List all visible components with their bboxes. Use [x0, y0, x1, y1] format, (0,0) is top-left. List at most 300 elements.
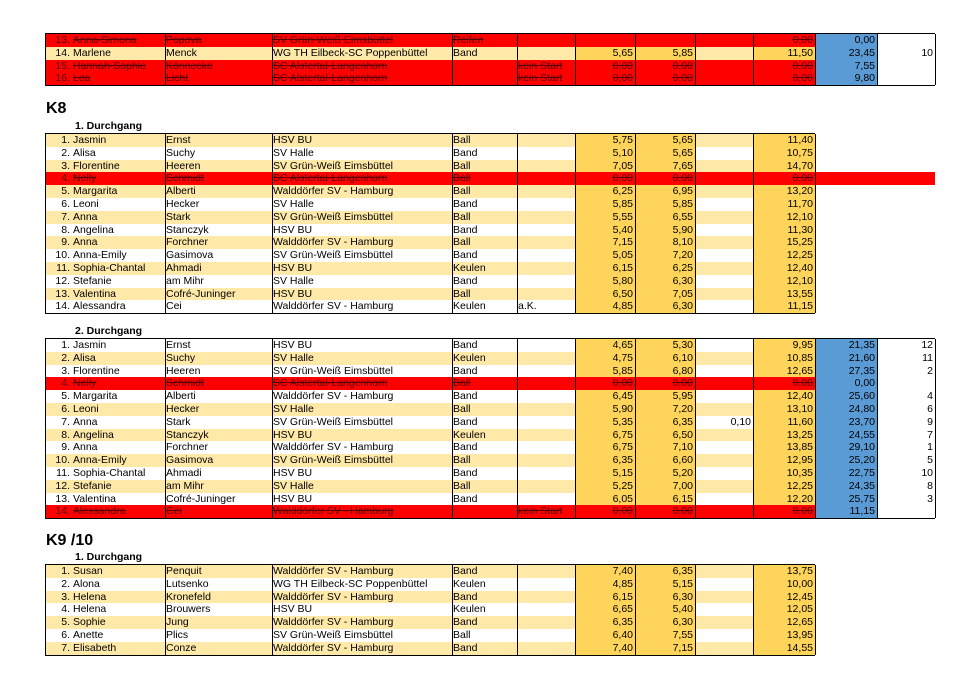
total-score: 21,35: [816, 339, 878, 352]
pass-score: 12,45: [754, 591, 816, 604]
rank-number: 2.: [61, 577, 70, 590]
penalty: [696, 565, 754, 578]
rank-number: 11.: [56, 261, 70, 274]
note: [518, 211, 576, 224]
rank-number: 7.: [61, 210, 70, 223]
execution-score: 6,80: [636, 365, 696, 378]
pass-score: 12,20: [754, 493, 816, 506]
apparatus: Keulen: [453, 352, 518, 365]
total-score: 25,75: [816, 493, 878, 506]
difficulty-score: 5,25: [576, 480, 636, 493]
table-row: [45, 198, 815, 211]
table-row: [45, 72, 936, 85]
apparatus: Band: [453, 275, 518, 288]
pass-score: 11,30: [754, 224, 816, 237]
rank-number: 4.: [61, 603, 70, 616]
club-name: SV Grün-Weiß Eimsbüttel: [273, 160, 453, 173]
club-name: Walddörfer SV - Hamburg: [273, 236, 453, 249]
athlete-first-name: Anna: [73, 441, 98, 454]
athlete-last-name: Licht: [166, 72, 273, 85]
pass-score: 13,85: [754, 441, 816, 454]
results-table-k9-pass1: [45, 564, 815, 656]
note: [518, 454, 576, 467]
athlete-first-name: Nelly: [73, 377, 97, 390]
apparatus: [453, 60, 518, 73]
rank-number: 9.: [61, 236, 70, 249]
athlete-first-name-cell: [46, 198, 166, 211]
club-name: HSV BU: [273, 429, 453, 442]
apparatus: Keulen: [453, 262, 518, 275]
rank-number: 13.: [55, 34, 70, 46]
penalty: [696, 198, 754, 211]
club-name: Walddörfer SV - Hamburg: [273, 565, 453, 578]
apparatus: Band: [453, 339, 518, 352]
club-name: SV Halle: [273, 403, 453, 416]
pass1-title-k8: 1. Durchgang: [75, 120, 143, 132]
athlete-last-name: Cei: [166, 300, 273, 313]
execution-score: 7,20: [636, 403, 696, 416]
apparatus: Ball: [453, 454, 518, 467]
athlete-first-name: Jasmin: [73, 339, 107, 351]
pass-score: 12,05: [754, 603, 816, 616]
athlete-first-name: Marlene: [73, 46, 111, 59]
difficulty-score: 4,85: [576, 300, 636, 313]
penalty: [696, 224, 754, 237]
athlete-first-name: Angelina: [73, 223, 114, 236]
difficulty-score: 7,40: [576, 642, 636, 655]
final-rank: [878, 34, 936, 47]
rank-number: 7.: [61, 641, 70, 654]
club-name: SC Alstertal-Langenhorn: [273, 60, 453, 73]
club-name: WG TH Eilbeck-SC Poppenbüttel: [273, 578, 453, 591]
apparatus: Band: [453, 47, 518, 60]
table-row: [45, 262, 815, 275]
table-row: [45, 377, 936, 390]
table-row: [45, 288, 815, 301]
apparatus: [453, 72, 518, 85]
note: [518, 198, 576, 211]
pass-score: 12,95: [754, 454, 816, 467]
note: [518, 224, 576, 237]
penalty: [696, 72, 754, 85]
club-name: HSV BU: [273, 262, 453, 275]
athlete-first-name-cell: [46, 591, 166, 604]
execution-score: 7,55: [636, 629, 696, 642]
athlete-first-name-cell: [46, 147, 166, 160]
apparatus: Band: [453, 198, 518, 211]
rank-number: 14.: [55, 300, 70, 313]
athlete-first-name-cell: [46, 603, 166, 616]
note: [518, 249, 576, 262]
note: [518, 352, 576, 365]
club-name: Walddörfer SV - Hamburg: [273, 616, 453, 629]
table-row: [45, 603, 815, 616]
club-name: HSV BU: [273, 603, 453, 616]
note: [518, 134, 576, 147]
athlete-first-name-cell: [46, 441, 166, 454]
note: [518, 603, 576, 616]
table-row: [45, 493, 935, 506]
pass-score: 12,40: [754, 262, 816, 275]
note: [518, 591, 576, 604]
apparatus: Ball: [453, 288, 518, 301]
rank-number: 14.: [55, 46, 70, 59]
athlete-first-name: Valentina: [73, 492, 117, 505]
note: [518, 339, 576, 352]
rank-number: 1.: [61, 339, 70, 351]
pass-score: 0,00: [754, 377, 816, 390]
apparatus: Band: [453, 467, 518, 480]
athlete-last-name: Stanczyk: [166, 224, 273, 237]
total-score: 7,55: [816, 60, 878, 73]
club-name: SV Grün-Weiß Eimsbüttel: [273, 629, 453, 642]
athlete-first-name: Leoni: [73, 402, 99, 415]
pass-score: 13,10: [754, 403, 816, 416]
execution-score: 6,15: [636, 493, 696, 506]
difficulty-score: 0,00: [576, 505, 636, 518]
rank-number: 6.: [61, 402, 70, 415]
execution-score: 5,65: [636, 147, 696, 160]
apparatus: Band: [453, 616, 518, 629]
rank-number: 13.: [55, 287, 70, 300]
apparatus: Band: [453, 441, 518, 454]
club-name: Walddörfer SV - Hamburg: [273, 505, 453, 518]
rank-number: 8.: [61, 223, 70, 236]
athlete-first-name: Helena: [73, 590, 107, 603]
execution-score: 0,00: [636, 72, 696, 85]
note: [518, 34, 576, 47]
execution-score: 0,00: [636, 377, 696, 390]
note: a.K.: [518, 300, 576, 313]
penalty: [696, 185, 754, 198]
athlete-first-name: Alisa: [73, 351, 96, 364]
penalty: [696, 642, 754, 655]
athlete-last-name: Forchner: [166, 441, 273, 454]
athlete-first-name-cell: [46, 249, 166, 262]
club-name: Walddörfer SV - Hamburg: [273, 390, 453, 403]
athlete-first-name: Stefanie: [73, 479, 112, 492]
athlete-last-name: Cei: [166, 505, 273, 518]
penalty: [696, 134, 754, 147]
rank-number: 3.: [61, 159, 70, 172]
execution-score: 6,95: [636, 185, 696, 198]
athlete-last-name: Forchner: [166, 236, 273, 249]
table-row: [45, 578, 815, 591]
difficulty-score: 5,65: [576, 47, 636, 60]
athlete-last-name: Ahmadi: [166, 262, 273, 275]
execution-score: 5,20: [636, 467, 696, 480]
athlete-first-name: Sophie: [73, 616, 106, 629]
pass-score: 0,00: [754, 34, 816, 47]
final-rank: 3: [878, 493, 936, 506]
rank-number: 5.: [61, 185, 70, 198]
penalty: [696, 300, 754, 313]
athlete-last-name: Ernst: [166, 134, 273, 147]
athlete-first-name-cell: [46, 339, 166, 352]
final-rank: [878, 505, 936, 518]
table-row: [45, 454, 935, 467]
penalty: [696, 578, 754, 591]
athlete-first-name-cell: [46, 72, 166, 85]
athlete-first-name: Anna: [73, 210, 98, 223]
athlete-last-name: Lutsenko: [166, 578, 273, 591]
final-rank: 9: [878, 416, 936, 429]
athlete-first-name-cell: [46, 224, 166, 237]
table-row: [45, 147, 815, 160]
club-name: WG TH Eilbeck-SC Poppenbüttel: [273, 47, 453, 60]
athlete-last-name: Stark: [166, 211, 273, 224]
pass-score: 14,70: [754, 160, 816, 173]
athlete-first-name-cell: [46, 467, 166, 480]
rank-number: 11.: [56, 466, 70, 479]
total-score: 25,20: [816, 454, 878, 467]
table-row: [45, 134, 815, 147]
athlete-last-name: Penquit: [166, 565, 273, 578]
execution-score: [636, 34, 696, 47]
difficulty-score: 5,15: [576, 467, 636, 480]
athlete-first-name-cell: [46, 288, 166, 301]
penalty: [696, 60, 754, 73]
difficulty-score: 5,05: [576, 249, 636, 262]
final-rank: 5: [878, 454, 936, 467]
pass-score: 12,25: [754, 480, 816, 493]
note: [518, 493, 576, 506]
athlete-first-name: Hannah-Sophie: [73, 59, 146, 72]
table-row: [45, 441, 935, 454]
athlete-first-name-cell: [46, 377, 166, 390]
difficulty-score: 5,35: [576, 416, 636, 429]
athlete-first-name-cell: [46, 365, 166, 378]
execution-score: 6,35: [636, 565, 696, 578]
execution-score: 6,30: [636, 591, 696, 604]
note: [518, 365, 576, 378]
table-row: [45, 34, 936, 47]
athlete-last-name: Schmidt: [166, 377, 273, 390]
athlete-last-name: Brouwers: [166, 603, 273, 616]
total-score: 0,00: [816, 34, 878, 47]
apparatus: Ball: [453, 236, 518, 249]
athlete-first-name-cell: [46, 300, 166, 313]
difficulty-score: 0,00: [576, 60, 636, 73]
total-score: 29,10: [816, 441, 878, 454]
athlete-first-name: Anna-Emily: [73, 249, 127, 262]
rank-number: 3.: [61, 590, 70, 603]
athlete-last-name: Stark: [166, 416, 273, 429]
apparatus: Ball: [453, 480, 518, 493]
athlete-last-name: Conze: [166, 642, 273, 655]
table-row: [45, 642, 815, 655]
athlete-first-name-cell: [46, 352, 166, 365]
pass-score: 12,10: [754, 211, 816, 224]
athlete-first-name: Margarita: [73, 390, 118, 403]
pass-score: 13,75: [754, 565, 816, 578]
table-row: [45, 352, 935, 365]
athlete-last-name: Jung: [166, 616, 273, 629]
apparatus: Reifen: [453, 34, 518, 47]
total-score: 9,80: [816, 72, 878, 85]
table-row: [45, 275, 815, 288]
athlete-first-name-cell: [46, 480, 166, 493]
table-row: [45, 480, 935, 493]
club-name: SV Grün-Weiß Eimsbüttel: [273, 34, 453, 47]
pass-score: 14,55: [754, 642, 816, 655]
difficulty-score: 0,00: [576, 72, 636, 85]
athlete-last-name: Hecker: [166, 403, 273, 416]
athlete-last-name: Suchy: [166, 352, 273, 365]
table-row: [45, 160, 815, 173]
rank-number: 13.: [55, 492, 70, 505]
execution-score: 0,00: [636, 60, 696, 73]
execution-score: 6,50: [636, 429, 696, 442]
club-name: HSV BU: [273, 467, 453, 480]
execution-score: 6,60: [636, 454, 696, 467]
athlete-first-name: Angelina: [73, 428, 114, 441]
section-title-k8: K8: [46, 100, 67, 117]
note: [518, 616, 576, 629]
table-row: [45, 467, 935, 480]
athlete-first-name: Florentine: [73, 159, 120, 172]
athlete-last-name: Cofré-Juninger: [166, 493, 273, 506]
note: [518, 275, 576, 288]
rank-number: 3.: [61, 364, 70, 377]
pass-score: 10,35: [754, 467, 816, 480]
penalty: [696, 34, 754, 47]
athlete-first-name: Elisabeth: [73, 641, 117, 654]
athlete-first-name: Stefanie: [73, 274, 112, 287]
athlete-first-name-cell: [46, 275, 166, 288]
total-score: 23,70: [816, 416, 878, 429]
rank-number: 2.: [61, 146, 70, 159]
pass-score: 12,65: [754, 616, 816, 629]
athlete-first-name: Alona: [73, 577, 100, 590]
athlete-first-name: Florentine: [73, 364, 120, 377]
table-row: [45, 365, 935, 378]
execution-score: 8,10: [636, 236, 696, 249]
rank-number: 16.: [55, 72, 70, 85]
difficulty-score: 6,75: [576, 441, 636, 454]
club-name: SV Halle: [273, 275, 453, 288]
athlete-first-name: Margarita: [73, 185, 118, 198]
difficulty-score: 6,75: [576, 429, 636, 442]
athlete-first-name-cell: [46, 172, 166, 185]
table-row: [45, 390, 935, 403]
difficulty-score: 5,55: [576, 211, 636, 224]
apparatus: Band: [453, 249, 518, 262]
athlete-first-name-cell: [46, 34, 166, 47]
athlete-first-name: Anna: [73, 236, 98, 249]
pass-score: 12,25: [754, 249, 816, 262]
difficulty-score: 6,25: [576, 185, 636, 198]
athlete-first-name: Helena: [73, 603, 107, 616]
apparatus: Keulen: [453, 300, 518, 313]
difficulty-score: 6,35: [576, 454, 636, 467]
table-row: [45, 47, 935, 60]
total-score: 24,55: [816, 429, 878, 442]
penalty: [696, 275, 754, 288]
apparatus: Band: [453, 147, 518, 160]
difficulty-score: [576, 34, 636, 47]
difficulty-score: 6,35: [576, 616, 636, 629]
penalty: [696, 480, 754, 493]
athlete-first-name-cell: [46, 211, 166, 224]
penalty: [696, 47, 754, 60]
athlete-first-name-cell: [46, 134, 166, 147]
athlete-first-name: Susan: [73, 565, 103, 577]
athlete-last-name: Menck: [166, 47, 273, 60]
table-row: [45, 505, 936, 518]
note: [518, 429, 576, 442]
athlete-first-name-cell: [46, 416, 166, 429]
difficulty-score: 0,00: [576, 377, 636, 390]
execution-score: 6,35: [636, 416, 696, 429]
final-rank: [878, 72, 936, 85]
athlete-first-name: Valentina: [73, 287, 117, 300]
total-score: 0,00: [816, 377, 878, 390]
athlete-first-name: Alisa: [73, 146, 96, 159]
club-name: HSV BU: [273, 339, 453, 352]
apparatus: Ball: [453, 160, 518, 173]
apparatus: Ball: [453, 629, 518, 642]
execution-score: 6,25: [636, 262, 696, 275]
penalty: [696, 365, 754, 378]
athlete-first-name: Sophia-Chantal: [73, 466, 146, 479]
final-rank: 6: [878, 403, 936, 416]
apparatus: Band: [453, 565, 518, 578]
pass-score: 11,15: [754, 300, 816, 313]
difficulty-score: 5,40: [576, 224, 636, 237]
rank-number: 12.: [55, 479, 70, 492]
execution-score: 6,10: [636, 352, 696, 365]
rank-number: 12.: [55, 274, 70, 287]
results-table-k8-pass1: [45, 133, 815, 314]
note: [518, 565, 576, 578]
final-rank: 10: [878, 467, 936, 480]
apparatus: Ball: [453, 403, 518, 416]
rank-number: 1.: [61, 134, 70, 146]
athlete-last-name: am Mihr: [166, 275, 273, 288]
difficulty-score: 5,75: [576, 134, 636, 147]
club-name: HSV BU: [273, 134, 453, 147]
pass-score: 11,50: [754, 47, 816, 60]
note: kein Start: [518, 72, 576, 85]
athlete-first-name: Leoni: [73, 197, 99, 210]
athlete-first-name-cell: [46, 629, 166, 642]
club-name: Walddörfer SV - Hamburg: [273, 591, 453, 604]
final-rank: 1: [878, 441, 936, 454]
athlete-first-name-cell: [46, 493, 166, 506]
club-name: Walddörfer SV - Hamburg: [273, 185, 453, 198]
difficulty-score: 6,65: [576, 603, 636, 616]
difficulty-score: 6,05: [576, 493, 636, 506]
club-name: Walddörfer SV - Hamburg: [273, 300, 453, 313]
pass1-title-k9: 1. Durchgang: [75, 551, 143, 563]
total-score: 25,60: [816, 390, 878, 403]
table-row: [45, 616, 815, 629]
table-row: [45, 60, 936, 73]
rank-number: 5.: [61, 390, 70, 403]
apparatus: Band: [453, 591, 518, 604]
table-row: [45, 429, 935, 442]
pass-score: 11,70: [754, 198, 816, 211]
athlete-last-name: Schmidt: [166, 172, 273, 185]
difficulty-score: 5,85: [576, 198, 636, 211]
penalty: [696, 390, 754, 403]
athlete-first-name: Lea: [73, 72, 91, 85]
final-rank: [878, 377, 936, 390]
penalty: [696, 591, 754, 604]
apparatus: Band: [453, 224, 518, 237]
penalty: [696, 147, 754, 160]
